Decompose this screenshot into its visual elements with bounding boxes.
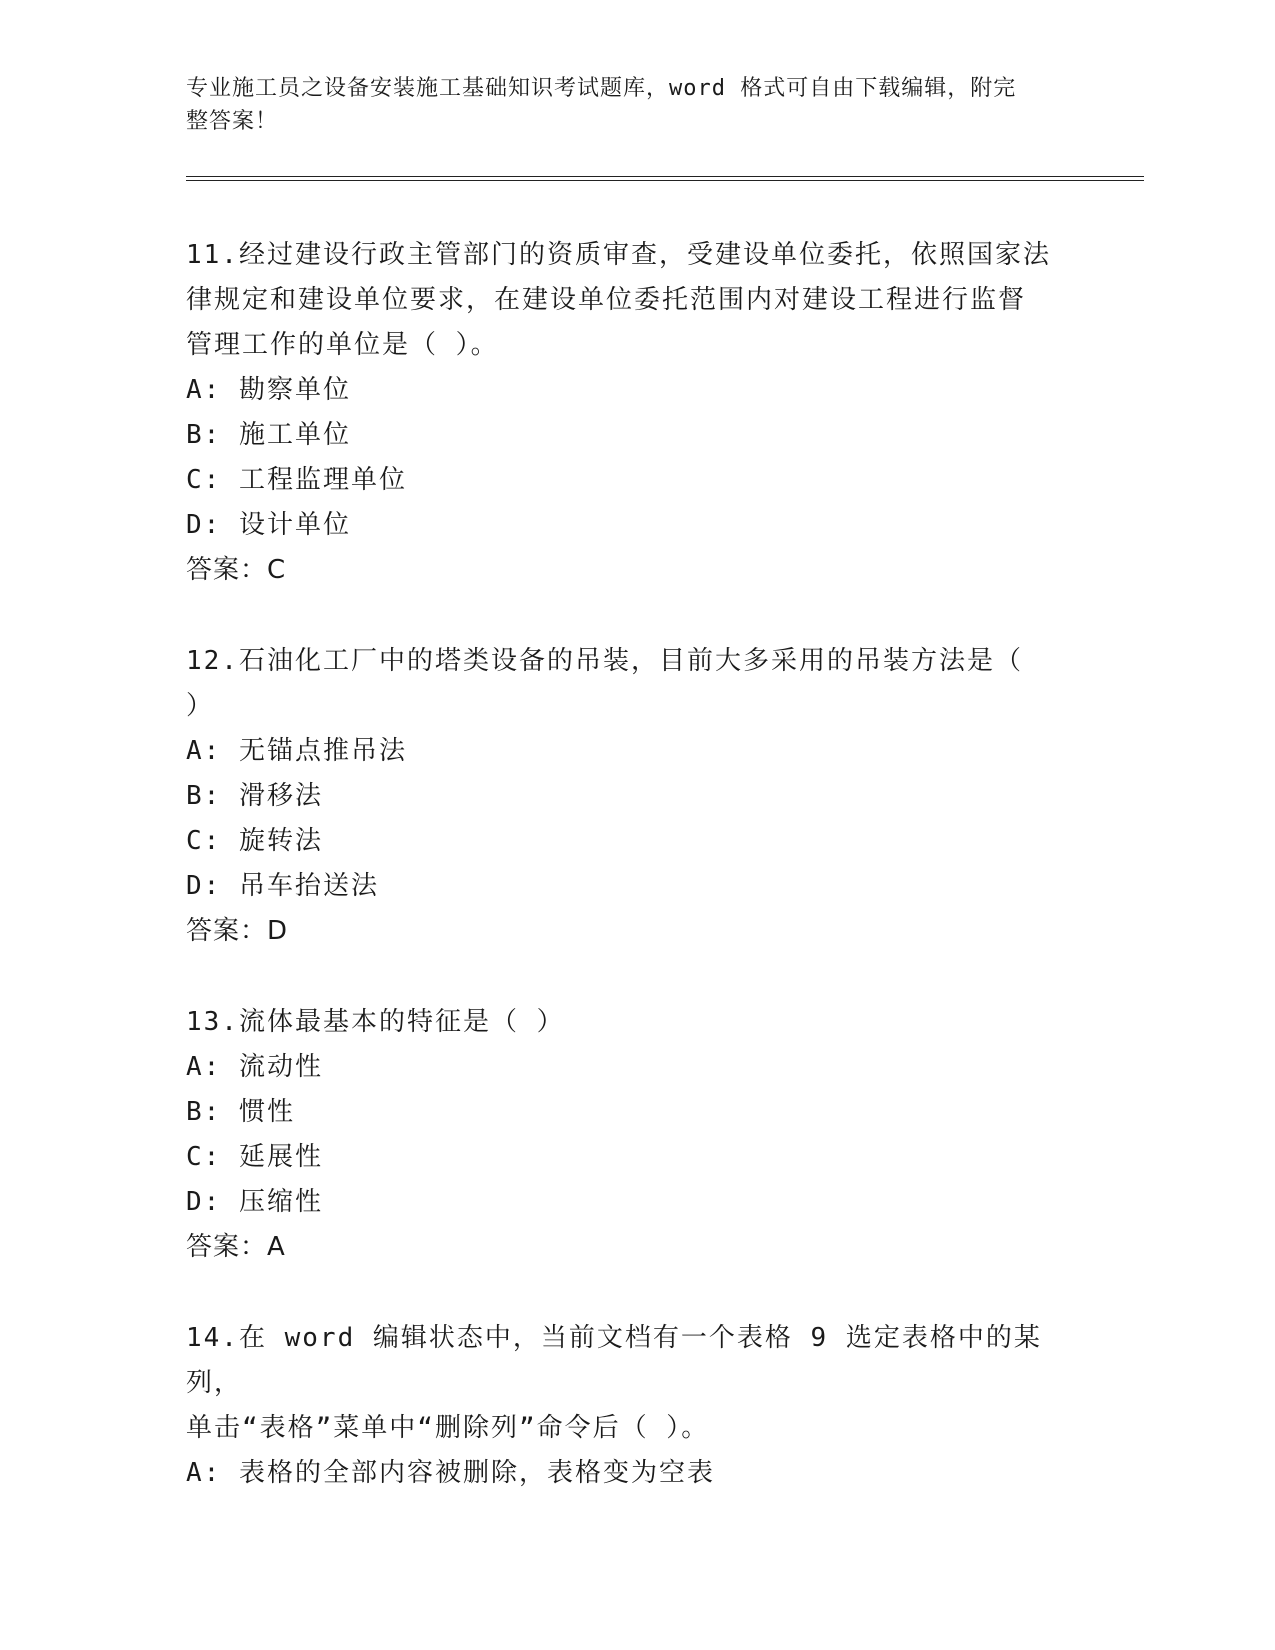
header-line-2: 整答案！ — [186, 109, 279, 134]
option-c: C: 工程监理单位 — [186, 465, 407, 495]
option-b: B: 施工单位 — [186, 420, 351, 450]
question-14 — [186, 1316, 1086, 1496]
option-a: A: 勘察单位 — [186, 375, 351, 405]
question-13 — [186, 1000, 1086, 1270]
option-b: B: 惯性 — [186, 1097, 295, 1127]
header-divider — [186, 176, 1144, 181]
option-c: C: 延展性 — [186, 1142, 323, 1172]
answer: 答案：D — [186, 916, 289, 946]
option-d: D: 吊车抬送法 — [186, 871, 379, 901]
question-text-line: 14.在 word 编辑状态中，当前文档有一个表格 9 选定表格中的某列， — [186, 1323, 1042, 1398]
option-b: B: 滑移法 — [186, 781, 323, 811]
option-d: D: 设计单位 — [186, 510, 351, 540]
question-12 — [186, 639, 1086, 954]
question-list — [186, 233, 1086, 1542]
option-a: A: 表格的全部内容被删除，表格变为空表 — [186, 1458, 715, 1488]
question-text-line: 单击“表格”菜单中“删除列”命令后（ ）。 — [186, 1413, 710, 1443]
question-text-line: 律规定和建设单位要求，在建设单位委托范围内对建设工程进行监督 — [186, 285, 1027, 315]
question-11 — [186, 233, 1086, 593]
answer: 答案：A — [186, 1232, 286, 1262]
option-c: C: 旋转法 — [186, 826, 323, 856]
question-text-line: 管理工作的单位是（ ）。 — [186, 330, 499, 360]
answer: 答案：C — [186, 555, 287, 585]
question-text-line: ） — [186, 691, 215, 721]
question-text-line: 11.经过建设行政主管部门的资质审查，受建设单位委托，依照国家法 — [186, 240, 1051, 270]
header-line-1: 专业施工员之设备安装施工基础知识考试题库，word 格式可自由下载编辑，附完 — [186, 76, 1017, 101]
option-d: D: 压缩性 — [186, 1187, 323, 1217]
question-text-line: 12.石油化工厂中的塔类设备的吊装，目前大多采用的吊装方法是（ — [186, 646, 1023, 676]
option-a: A: 无锚点推吊法 — [186, 736, 407, 766]
option-a: A: 流动性 — [186, 1052, 323, 1082]
question-text-line: 13.流体最基本的特征是（ ） — [186, 1007, 565, 1037]
document-header — [186, 72, 1066, 138]
